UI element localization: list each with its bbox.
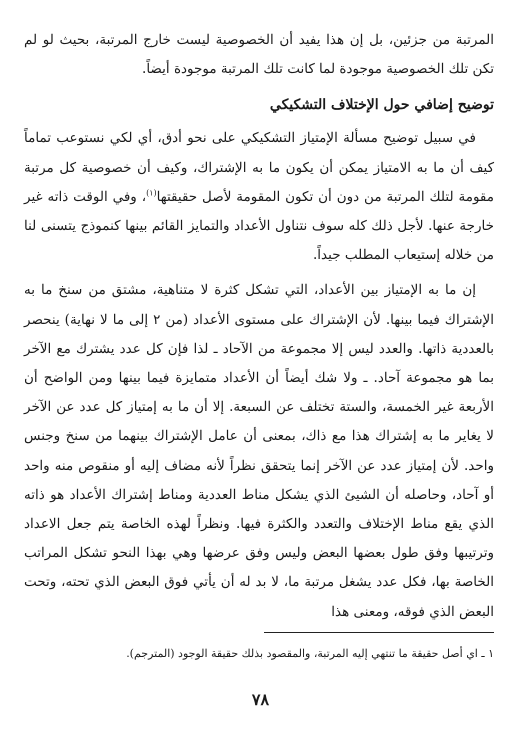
paragraph-1-end: ، وفي الوقت ذاته غير خارجة عنها. لأجل ذلك كله سوف نتناول الأعداد والتمايز القائم بينها كنموذج يتسنى لنا من خلاله إستيعاب المطلب جيداً.	[24, 188, 494, 264]
paragraph-1-text: في سبيل توضيح مسألة الإمتياز التشكيكي على نحو أدق، أي لكي نستوعب تماماً كيف أن ما به الامتياز يمكن أن يكون ما به الإشتراك، وكيف أن خصوصية كل مرتبة مقومة لتلك المرتبة من دون أن تكون المقومة لأصل حقيقتها	[24, 130, 494, 205]
footnote-separator	[264, 632, 494, 633]
paragraph-continued: المرتبة من جزئين، بل إن هذا يفيد أن الخصوصية ليست خارج المرتبة، بحيث لو لم تكن تلك الخصوصية موجودة لما كانت تلك المرتبة موجودة أيضاً.	[24, 32, 494, 78]
footnote: ١ ـ اي أصل حقيقة ما تنتهي إليه المرتبة، والمقصود بذلك حقيقة الوجود (المترجم).	[126, 647, 494, 660]
section-heading: توضيح إضافي حول الإختلاف التشكيكي	[269, 97, 494, 114]
paragraph-2: إن ما به الإمتياز بين الأعداد، التي تشكل كثرة لا متناهية، مشتق من سنخ ما به الإشتراك فيما بينها. لأن الإشتراك على مستوى الأعداد (من ٢ إلى ما لا نهاية) ينحصر بالعددية ذاتها. والعدد ليس إلا مجموعة من الآحاد ـ لذا فإن كل عدد يشترك مع الآخر بما هو مجموعة آحاد. ـ ولا شك أيضاً أن الأعداد متمايزة فيما بينها ومن الواضح أن الأربعة غير الخمسة، والستة تختلف عن السبعة. إلا أن ما به إمتياز كل عدد عن الآخر لا يغاير ما به إشتراك هذا مع ذاك، بمعنى أن عامل الإشتراك بينهما من سنخ وجنس واحد. لأن إمتياز عدد عن الآخر إنما يتحقق نظراً لأنه مضاف إليه أو منقوص منه واحد أو آحاد، وحاصله أن الشيئ الذي يشكل مناط العددية ومناط إشتراك الأعداد هو ذاته الذي يقع مناط الإختلاف والتعدد والكثرة فيها. ونظراً لهذه الخاصة يتم جعل الاعداد وترتيبها وفق طول بعضها البعض وليس وفق عرضها وهي بهذا النحو تشكل المراتب الخاصة بها، فكل عدد يشغل مرتبة ما، لا بد له أن يأتي فوق البعض الذي تحته، وتحت البعض الذي فوقه، ومعنى هذا	[24, 282, 494, 620]
paragraph-1	[24, 124, 494, 270]
main-text	[24, 26, 494, 627]
footnote-reference: (١)	[146, 188, 157, 198]
page-number: ٧٨	[251, 690, 270, 709]
